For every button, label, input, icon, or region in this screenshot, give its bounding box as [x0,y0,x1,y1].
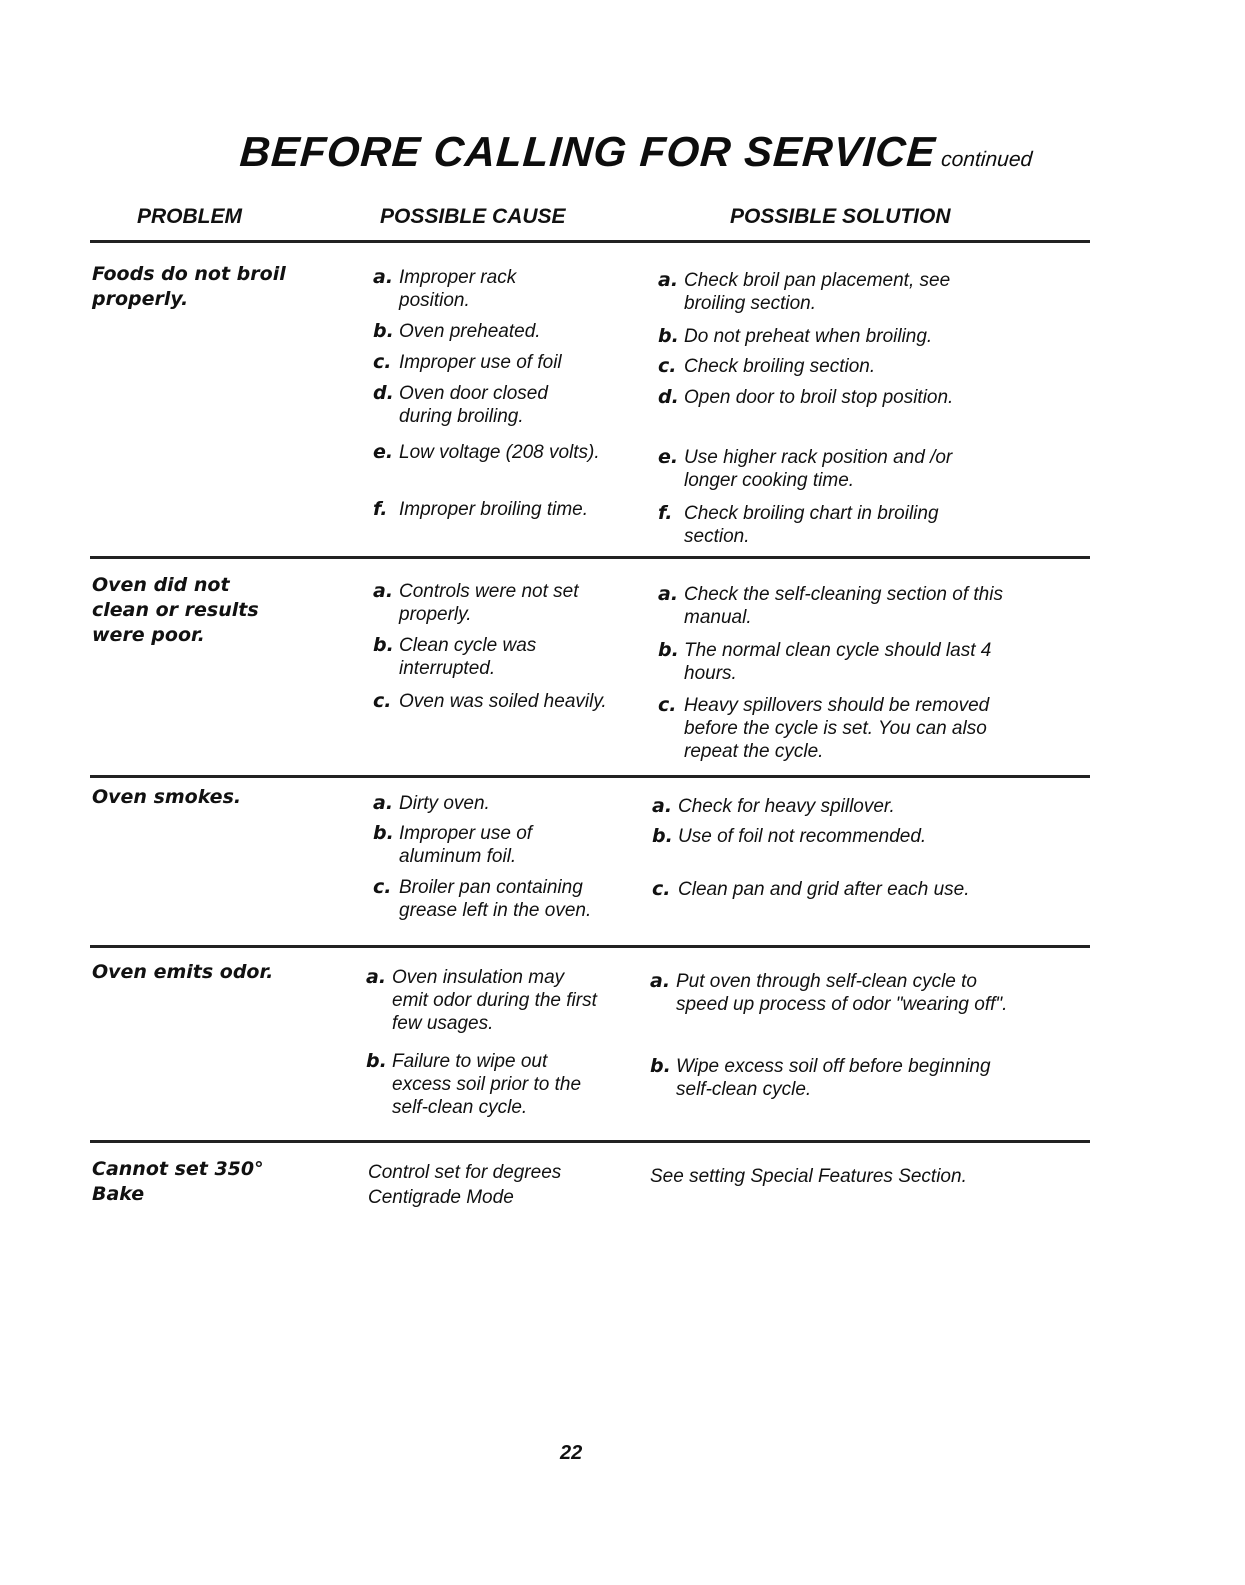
solution-item: d. Open door to broil stop position. [658,386,954,408]
cause-item: c. Broiler pan containing grease left in the oven. [373,876,592,921]
solution-item: a. Check the self-cleaning section of this manual. [658,583,1003,628]
divider [90,240,1090,243]
solution-item: b. Do not preheat when broiling. [658,325,933,347]
problem-label: Cannot set 350° Bake [92,1158,264,1205]
divider [90,556,1090,559]
solution-item: c. Clean pan and grid after each use. [652,878,970,900]
solution-item: e. Use higher rack position and /or longer cooking time. [658,446,953,491]
title-main: BEFORE CALLING FOR SERVICE [238,128,938,175]
solution-item: a. Put oven through self-clean cycle to speed up process of odor "wearing off". [650,970,1008,1015]
problem-label: Foods do not broil properly. [92,263,286,310]
solution-text: See setting Special Features Section. [650,1166,967,1187]
cause-item: c. Oven was soiled heavily. [373,690,607,712]
problem-label: Oven smokes. [92,786,242,808]
cause-item: a. Improper rack position. [373,266,517,311]
divider [90,775,1090,778]
cause-text: Control set for degrees Centigrade Mode [368,1162,562,1208]
solution-item: b. Use of foil not recommended. [652,825,927,847]
header-problem: PROBLEM [137,205,242,228]
solution-item: a. Check for heavy spillover. [652,795,895,817]
cause-item: b. Failure to wipe out excess soil prior to the self-clean cycle. [366,1050,582,1118]
solution-item: c. Heavy spillovers should be removed before the cycle is set. You can also repeat the cycle. [658,694,990,762]
page-title [238,128,1034,176]
cause-item: b. Oven preheated. [373,320,541,342]
divider [90,1140,1090,1143]
header-possible-solution: POSSIBLE SOLUTION [730,205,951,228]
cause-item: f. Improper broiling time. [373,498,589,520]
title-suffix: continued [940,148,1034,171]
solution-item: b. The normal clean cycle should last 4 hours. [658,639,992,684]
cause-item: d. Oven door closed during broiling. [373,382,548,427]
cause-item: a. Controls were not set properly. [373,580,579,625]
solution-item: f. Check broiling chart in broiling section. [658,502,939,547]
divider [90,945,1090,948]
cause-item: a. Dirty oven. [373,792,490,814]
problem-label: Oven emits odor. [92,961,274,983]
cause-item: c. Improper use of foil [373,351,562,373]
cause-item: a. Oven insulation may emit odor during the first few usages. [366,966,597,1034]
solution-item: b. Wipe excess soil off before beginning self-clean cycle. [650,1055,991,1100]
solution-item: c. Check broiling section. [658,355,876,377]
cause-item: b. Improper use of aluminum foil. [373,822,533,867]
page-number: 22 [560,1442,583,1464]
cause-item: b. Clean cycle was interrupted. [373,634,537,679]
header-possible-cause: POSSIBLE CAUSE [380,205,566,228]
problem-label: Oven did not clean or results were poor. [92,574,259,646]
solution-item: a. Check broil pan placement, see broiling section. [658,269,951,314]
cause-item: e. Low voltage (208 volts). [373,441,600,463]
